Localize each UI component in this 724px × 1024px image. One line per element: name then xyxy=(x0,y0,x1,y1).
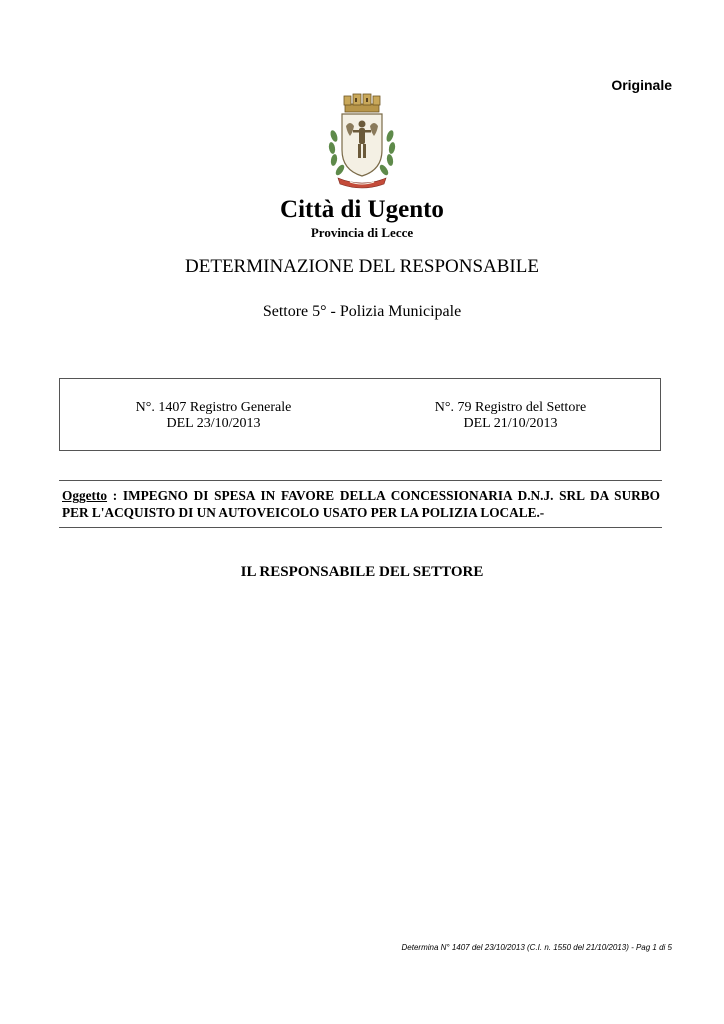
general-registry xyxy=(126,400,301,432)
subject-divider-bottom xyxy=(59,527,662,528)
subject-block xyxy=(62,487,660,521)
sector-registry-number: N°. 79 Registro del Settore xyxy=(434,400,587,415)
responsible-heading: IL RESPONSABILE DEL SETTORE xyxy=(240,564,484,580)
crown-icon xyxy=(344,94,380,112)
sector-registry xyxy=(428,400,593,432)
city-name: Città di Ugento xyxy=(280,196,444,223)
subject-divider-top xyxy=(59,480,662,481)
general-registry-date: DEL 23/10/2013 xyxy=(166,416,261,431)
sector-label: Settore 5° - Polizia Municipale xyxy=(262,303,462,320)
subject-text: : IMPEGNO DI SPESA IN FAVORE DELLA CONCESSIONARIA D.N.J. SRL DA SURBO PER L'ACQUISTO DI UN AUTOVEICOLO USATO PER LA POLIZIA LOCALE.- xyxy=(62,488,660,520)
document-title: DETERMINAZIONE DEL RESPONSABILE xyxy=(185,256,539,277)
general-registry-number: N°. 1407 Registro Generale xyxy=(135,400,292,415)
copy-type-label: Originale xyxy=(611,77,672,93)
registry-box xyxy=(59,378,661,451)
subject-label: Oggetto xyxy=(62,488,108,503)
ribbon-icon xyxy=(338,178,386,188)
city-coat-of-arms-icon xyxy=(326,92,398,192)
page-footer: Determina N° 1407 del 23/10/2013 (C.I. n. 1550 del 21/10/2013) - Pag 1 di 5 xyxy=(401,943,672,952)
sector-registry-date: DEL 21/10/2013 xyxy=(463,416,558,431)
province-name: Provincia di Lecce xyxy=(310,225,414,240)
